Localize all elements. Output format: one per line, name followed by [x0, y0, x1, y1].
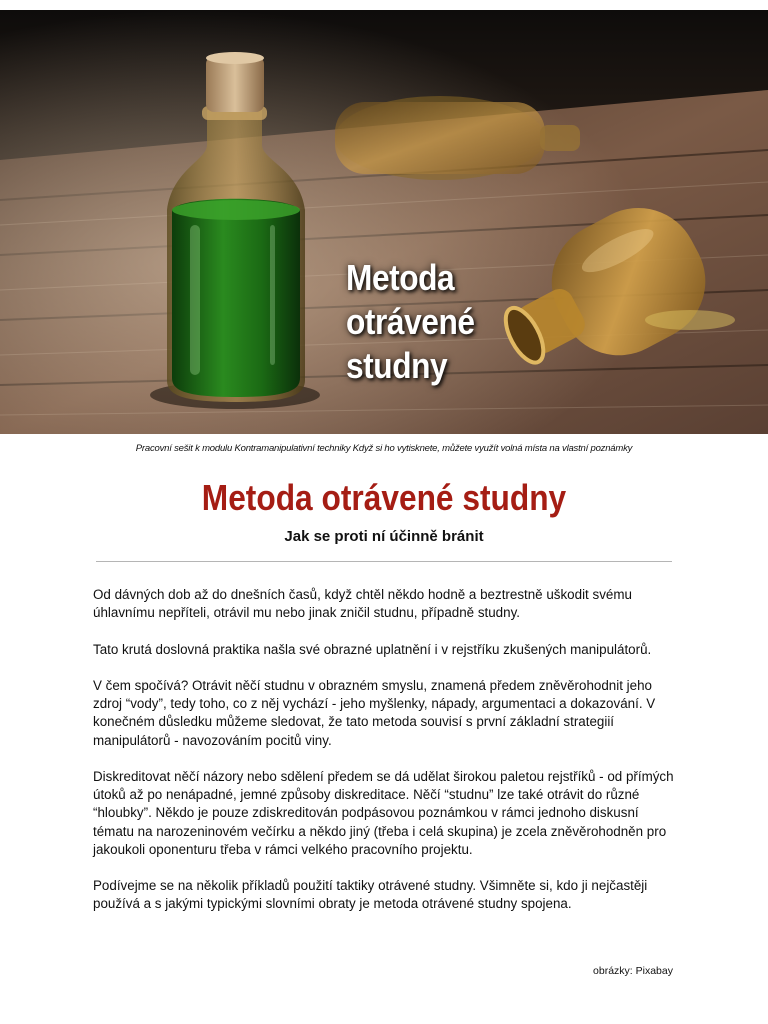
paragraph: Tato krutá doslovná praktika našla své obrazné uplatnění i v rejstříku zkušených manipulátorů.	[93, 641, 652, 657]
paragraph: Od dávných dob až do dnešních časů, když chtěl někdo hodně a beztrestně uškodit svému úhlavnímu nepříteli, otrávil mu nebo jinak zničil studnu, případně studny.	[93, 587, 632, 621]
paragraph: V čem spočívá? Otrávit něčí studnu v obrazném smyslu, znamená předem zněvěrohodnit jeho zdroj “vody”, tedy toho, co z něj vychází - jeho myšlenky, nápady, argumentaci a dokazování. V konečném důsledku můžeme sledovat, že tato metoda souvisí s první základní strategiií manipulátorů - navozováním pocitů viny.	[93, 677, 656, 748]
body-text	[93, 586, 683, 932]
paragraph: Diskreditovat něčí názory nebo sdělení předem se dá udělat širokou paletou rejstříků - od přímých útoků až po nenápadné, jemné způsoby diskreditace. Něčí “studnu” lze také otrávit do různé “hloubky”. Někdo je pouze zdiskreditován podpásovou poznámkou v rámci jednoho diskusní tématu na narozeninovém večírku a někdo jiný (třeba i celá skupina) je zcela zněvěrohodněn pro jakoukoli oponenturu třeba v rámci velkého pracovního projektu.	[93, 768, 674, 857]
paragraph: Podívejme se na několik příkladů použití taktiky otrávené studny. Všimněte si, kdo ji nejčastěji používá a s jakými typickými slovními obraty je metoda otrávené studny spojena.	[93, 878, 648, 912]
hero-title-line: Metoda	[346, 257, 455, 298]
hero-title-line: otrávené	[346, 301, 475, 342]
divider	[96, 561, 672, 562]
workbook-caption: Pracovní sešit k modulu Kontramanipulativní techniky Když si ho vytisknete, můžete využít volná místa na vlastní poznámky	[135, 443, 633, 454]
image-credit: obrázky: Pixabay	[593, 965, 673, 977]
hero-title-line: studny	[346, 345, 448, 386]
document-subtitle: Jak se proti ní účinně bránit	[284, 528, 484, 545]
hero-title	[346, 256, 475, 388]
hero-image	[0, 10, 768, 434]
document-title: Metoda otrávené studny	[201, 477, 567, 518]
